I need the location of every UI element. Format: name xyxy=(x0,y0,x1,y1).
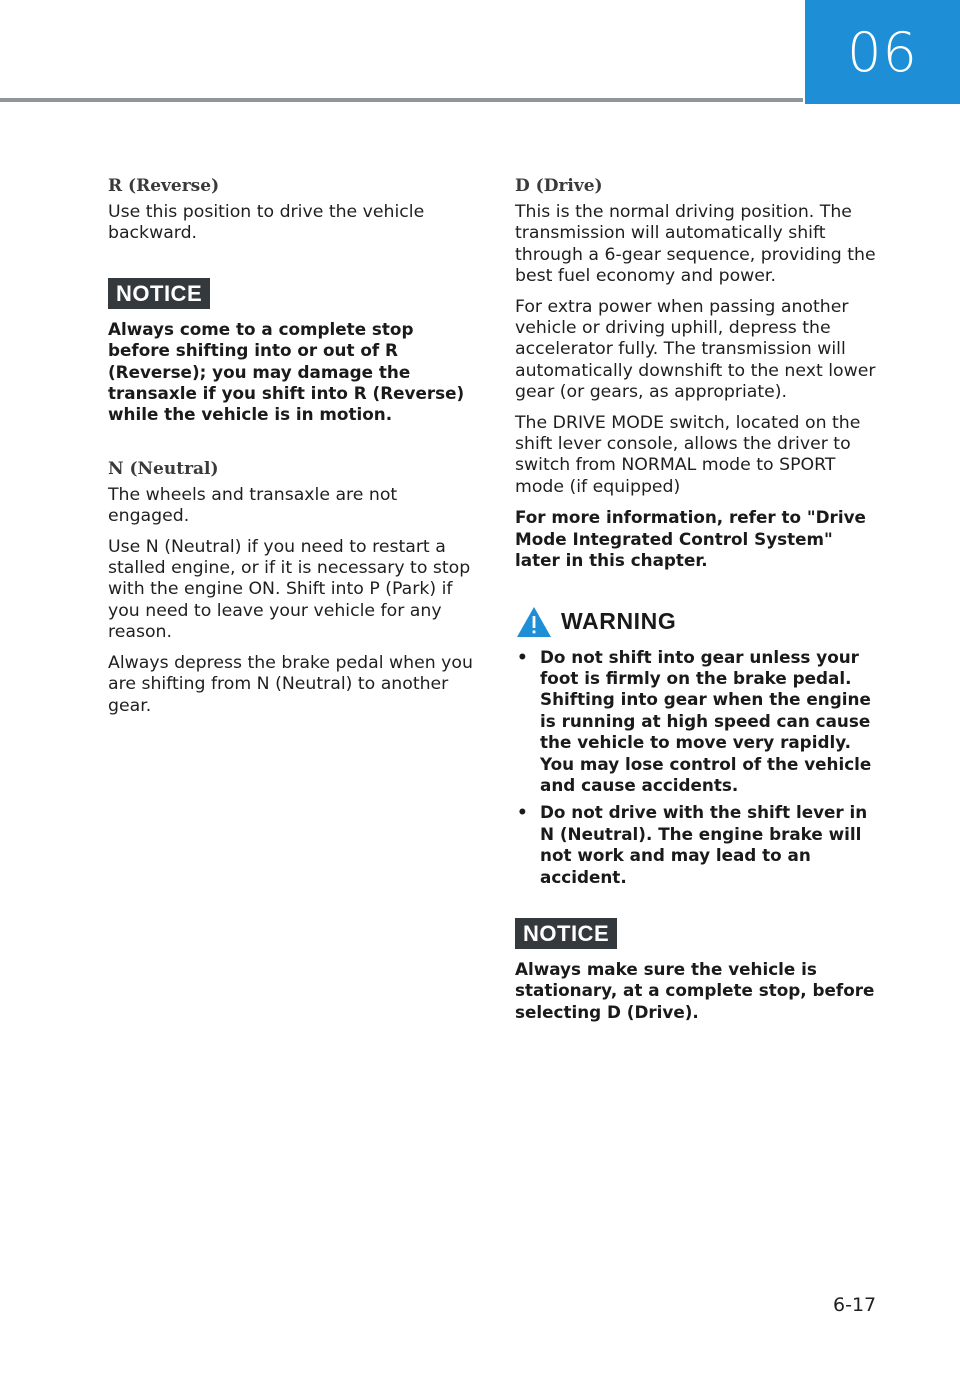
page-number: 6-17 xyxy=(833,1294,877,1316)
neutral-text-3: Always depress the brake pedal when you are shifting from N (Neutral) to another gear. xyxy=(108,652,473,716)
chapter-tab: 06 xyxy=(805,0,960,104)
warning-header xyxy=(515,605,883,639)
warning-item xyxy=(515,802,883,888)
warning-list xyxy=(515,647,883,888)
bullet: • xyxy=(517,802,528,823)
notice-text: Always come to a complete stop before shifting into or out of R (Reverse); you may damage the transaxle if you shift into R (Reverse) while the vehicle is in motion. xyxy=(108,318,465,425)
left-column xyxy=(108,176,480,726)
drive-text-1: This is the normal driving position. The transmission will automatically shift through a 6-gear sequence, providing the best fuel economy and power. xyxy=(515,202,876,287)
drive-text-4: For more information, refer to "Drive Mode Integrated Control System" later in this chapter. xyxy=(515,507,866,571)
neutral-text-1: The wheels and transaxle are not engaged. xyxy=(108,484,398,527)
warning-item-text: Do not drive with the shift lever in N (Neutral). The engine brake will not work and may lead to an accident. xyxy=(540,802,868,887)
warning-label: WARNING xyxy=(561,608,677,634)
warning-item-text: Do not shift into gear unless your foot is firmly on the brake pedal. Shifting into gear when the engine is running at high speed can cause the vehicle to move very rapidly. You may lose control of the vehicle and cause accidents. xyxy=(540,646,872,795)
neutral-text-2: Use N (Neutral) if you need to restart a stalled engine, or if it is necessary to stop with the engine ON. Shift into P (Park) if you need to leave your vehicle for any reason. xyxy=(108,536,471,643)
bullet: • xyxy=(517,646,528,667)
notice-badge: NOTICE xyxy=(515,918,617,949)
notice-badge: NOTICE xyxy=(108,278,210,309)
neutral-heading: N (Neutral) xyxy=(108,458,219,479)
notice-text: Always make sure the vehicle is stationary, at a complete stop, before selecting D (Drive). xyxy=(515,958,875,1022)
drive-heading: D (Drive) xyxy=(515,176,603,196)
header-rule xyxy=(0,98,803,102)
reverse-text: Use this position to drive the vehicle backward. xyxy=(108,202,425,244)
warning-triangle-icon xyxy=(515,605,553,639)
drive-text-3: The DRIVE MODE switch, located on the shift lever console, allows the driver to switch from NORMAL mode to SPORT mode (if equipped) xyxy=(515,412,861,497)
warning-item xyxy=(515,647,883,797)
drive-text-2: For extra power when passing another vehicle or driving uphill, depress the accelerator fully. The transmission will automatically downshift to the next lower gear (or gears, as appropriate). xyxy=(515,296,876,403)
reverse-heading: R (Reverse) xyxy=(108,176,220,196)
right-column xyxy=(515,176,883,1032)
